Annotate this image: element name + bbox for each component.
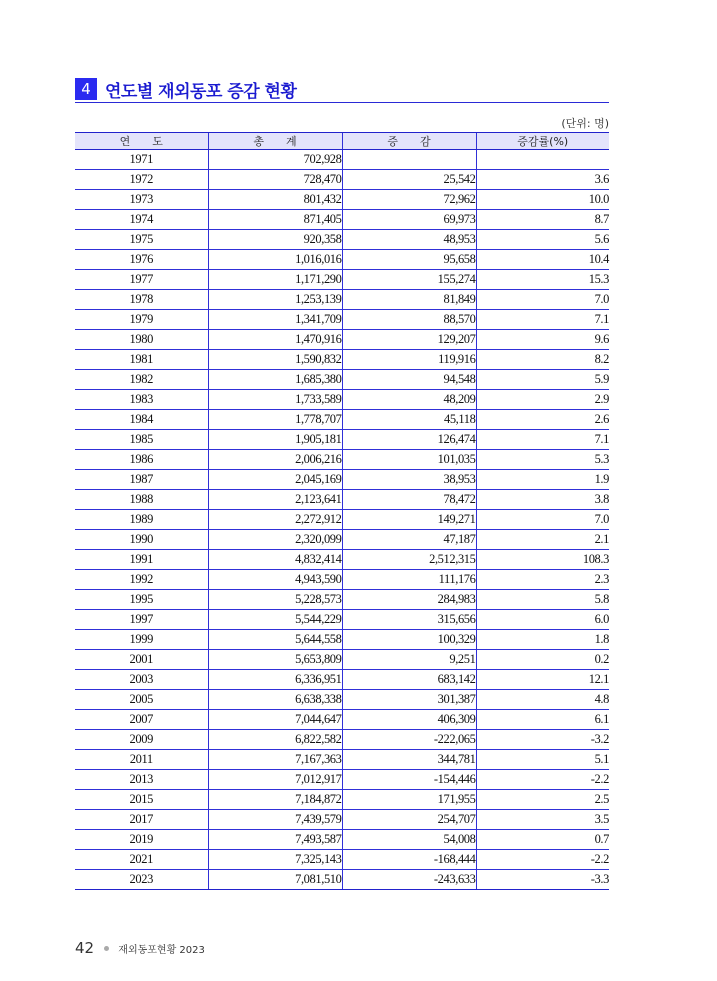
table-row xyxy=(75,230,609,250)
cell-year: 1980 xyxy=(75,330,208,350)
cell-rate: 5.8 xyxy=(476,590,609,610)
cell-year: 2019 xyxy=(75,830,208,850)
cell-change: 171,955 xyxy=(342,790,476,810)
cell-rate: 12.1 xyxy=(476,670,609,690)
cell-total: 1,253,139 xyxy=(208,290,342,310)
header-total: 총 계 xyxy=(208,133,342,150)
table-row xyxy=(75,850,609,870)
cell-rate: 5.3 xyxy=(476,450,609,470)
table-row xyxy=(75,270,609,290)
cell-total: 7,012,917 xyxy=(208,770,342,790)
cell-change: 100,329 xyxy=(342,630,476,650)
cell-rate xyxy=(476,150,609,170)
cell-rate: 6.0 xyxy=(476,610,609,630)
cell-rate: 0.7 xyxy=(476,830,609,850)
cell-total: 1,905,181 xyxy=(208,430,342,450)
table-row xyxy=(75,530,609,550)
cell-change: 155,274 xyxy=(342,270,476,290)
cell-change: 72,962 xyxy=(342,190,476,210)
cell-total: 2,320,099 xyxy=(208,530,342,550)
cell-total: 6,336,951 xyxy=(208,670,342,690)
cell-change: -222,065 xyxy=(342,730,476,750)
cell-total: 5,544,229 xyxy=(208,610,342,630)
table-row xyxy=(75,810,609,830)
cell-change: 81,849 xyxy=(342,290,476,310)
cell-rate: -2.2 xyxy=(476,770,609,790)
cell-year: 1989 xyxy=(75,510,208,530)
cell-year: 2013 xyxy=(75,770,208,790)
table-row xyxy=(75,750,609,770)
cell-change: 47,187 xyxy=(342,530,476,550)
cell-year: 2001 xyxy=(75,650,208,670)
table-row xyxy=(75,830,609,850)
cell-year: 1991 xyxy=(75,550,208,570)
cell-total: 5,653,809 xyxy=(208,650,342,670)
cell-change: 48,953 xyxy=(342,230,476,250)
cell-change: 94,548 xyxy=(342,370,476,390)
table-row xyxy=(75,390,609,410)
cell-change: -168,444 xyxy=(342,850,476,870)
page-number: 42 xyxy=(75,939,95,957)
cell-year: 1990 xyxy=(75,530,208,550)
cell-rate: 2.9 xyxy=(476,390,609,410)
cell-rate: 7.1 xyxy=(476,310,609,330)
table-row xyxy=(75,510,609,530)
cell-total: 1,171,290 xyxy=(208,270,342,290)
cell-total: 2,272,912 xyxy=(208,510,342,530)
cell-total: 1,685,380 xyxy=(208,370,342,390)
table-row xyxy=(75,590,609,610)
cell-total: 728,470 xyxy=(208,170,342,190)
cell-year: 1972 xyxy=(75,170,208,190)
cell-total: 2,045,169 xyxy=(208,470,342,490)
section-title xyxy=(75,78,609,103)
cell-change: -243,633 xyxy=(342,870,476,890)
cell-year: 1995 xyxy=(75,590,208,610)
table-row xyxy=(75,250,609,270)
population-table xyxy=(75,132,609,890)
cell-change: 9,251 xyxy=(342,650,476,670)
cell-change: 25,542 xyxy=(342,170,476,190)
cell-total: 7,325,143 xyxy=(208,850,342,870)
cell-total: 1,341,709 xyxy=(208,310,342,330)
unit-label: (단위: 명) xyxy=(561,117,609,130)
cell-change: 129,207 xyxy=(342,330,476,350)
cell-rate: 10.4 xyxy=(476,250,609,270)
cell-change: 683,142 xyxy=(342,670,476,690)
cell-year: 2003 xyxy=(75,670,208,690)
cell-change: 2,512,315 xyxy=(342,550,476,570)
cell-year: 1999 xyxy=(75,630,208,650)
cell-year: 1997 xyxy=(75,610,208,630)
cell-rate: 0.2 xyxy=(476,650,609,670)
table-row xyxy=(75,650,609,670)
cell-total: 1,470,916 xyxy=(208,330,342,350)
cell-year: 1976 xyxy=(75,250,208,270)
cell-rate: 15.3 xyxy=(476,270,609,290)
section-number-badge: 4 xyxy=(75,78,97,100)
cell-rate: 7.0 xyxy=(476,510,609,530)
cell-rate: -2.2 xyxy=(476,850,609,870)
cell-change: -154,446 xyxy=(342,770,476,790)
cell-year: 1973 xyxy=(75,190,208,210)
cell-rate: 3.5 xyxy=(476,810,609,830)
cell-total: 920,358 xyxy=(208,230,342,250)
cell-total: 7,439,579 xyxy=(208,810,342,830)
cell-rate: 2.3 xyxy=(476,570,609,590)
cell-change: 126,474 xyxy=(342,430,476,450)
cell-total: 1,733,589 xyxy=(208,390,342,410)
cell-rate: 5.6 xyxy=(476,230,609,250)
table-row xyxy=(75,210,609,230)
cell-rate: 7.1 xyxy=(476,430,609,450)
table-body xyxy=(75,150,609,890)
cell-total: 6,638,338 xyxy=(208,690,342,710)
table-row xyxy=(75,470,609,490)
cell-rate: 108.3 xyxy=(476,550,609,570)
table-row xyxy=(75,630,609,650)
cell-total: 7,044,647 xyxy=(208,710,342,730)
cell-year: 1983 xyxy=(75,390,208,410)
cell-total: 2,006,216 xyxy=(208,450,342,470)
cell-rate: 2.6 xyxy=(476,410,609,430)
cell-year: 2007 xyxy=(75,710,208,730)
cell-rate: 1.9 xyxy=(476,470,609,490)
cell-rate: 6.1 xyxy=(476,710,609,730)
header-year: 연 도 xyxy=(75,133,208,150)
cell-change xyxy=(342,150,476,170)
cell-year: 2021 xyxy=(75,850,208,870)
table-row xyxy=(75,370,609,390)
table-row xyxy=(75,690,609,710)
table-row xyxy=(75,170,609,190)
cell-change: 344,781 xyxy=(342,750,476,770)
cell-rate: 10.0 xyxy=(476,190,609,210)
cell-total: 1,016,016 xyxy=(208,250,342,270)
cell-rate: 4.8 xyxy=(476,690,609,710)
cell-year: 1984 xyxy=(75,410,208,430)
table-row xyxy=(75,570,609,590)
table-row xyxy=(75,870,609,890)
cell-rate: -3.3 xyxy=(476,870,609,890)
table-row xyxy=(75,710,609,730)
cell-year: 2009 xyxy=(75,730,208,750)
cell-total: 4,943,590 xyxy=(208,570,342,590)
cell-total: 7,081,510 xyxy=(208,870,342,890)
cell-change: 315,656 xyxy=(342,610,476,630)
cell-total: 6,822,582 xyxy=(208,730,342,750)
cell-change: 254,707 xyxy=(342,810,476,830)
header-change: 증 감 xyxy=(342,133,476,150)
cell-change: 88,570 xyxy=(342,310,476,330)
cell-rate: 7.0 xyxy=(476,290,609,310)
cell-year: 2011 xyxy=(75,750,208,770)
cell-total: 7,167,363 xyxy=(208,750,342,770)
cell-change: 95,658 xyxy=(342,250,476,270)
cell-total: 5,228,573 xyxy=(208,590,342,610)
cell-change: 38,953 xyxy=(342,470,476,490)
publication-name: 재외동포현황 2023 xyxy=(118,945,205,956)
table-row xyxy=(75,350,609,370)
page-footer xyxy=(75,938,205,957)
table-row xyxy=(75,790,609,810)
cell-total: 1,778,707 xyxy=(208,410,342,430)
cell-year: 1987 xyxy=(75,470,208,490)
cell-year: 2005 xyxy=(75,690,208,710)
cell-year: 1982 xyxy=(75,370,208,390)
cell-rate: 8.7 xyxy=(476,210,609,230)
cell-rate: 8.2 xyxy=(476,350,609,370)
table-row xyxy=(75,770,609,790)
cell-year: 1971 xyxy=(75,150,208,170)
cell-year: 1978 xyxy=(75,290,208,310)
cell-rate: 3.6 xyxy=(476,170,609,190)
table-row xyxy=(75,290,609,310)
table-row xyxy=(75,550,609,570)
cell-year: 2017 xyxy=(75,810,208,830)
table-row xyxy=(75,730,609,750)
table-row xyxy=(75,150,609,170)
cell-year: 1974 xyxy=(75,210,208,230)
section-title-text: 연도별 재외동포 증감 현황 xyxy=(105,82,297,102)
cell-change: 78,472 xyxy=(342,490,476,510)
cell-change: 406,309 xyxy=(342,710,476,730)
cell-rate: 5.9 xyxy=(476,370,609,390)
cell-rate: 5.1 xyxy=(476,750,609,770)
table-row xyxy=(75,610,609,630)
cell-year: 1992 xyxy=(75,570,208,590)
table-row xyxy=(75,410,609,430)
cell-change: 149,271 xyxy=(342,510,476,530)
cell-year: 1988 xyxy=(75,490,208,510)
table-row xyxy=(75,490,609,510)
cell-change: 119,916 xyxy=(342,350,476,370)
cell-change: 48,209 xyxy=(342,390,476,410)
cell-year: 1975 xyxy=(75,230,208,250)
cell-rate: 2.5 xyxy=(476,790,609,810)
cell-total: 801,432 xyxy=(208,190,342,210)
cell-year: 1977 xyxy=(75,270,208,290)
cell-rate: 3.8 xyxy=(476,490,609,510)
cell-rate: -3.2 xyxy=(476,730,609,750)
cell-rate: 2.1 xyxy=(476,530,609,550)
table-row xyxy=(75,310,609,330)
header-rate: 증감률(%) xyxy=(476,133,609,150)
cell-total: 4,832,414 xyxy=(208,550,342,570)
cell-total: 702,928 xyxy=(208,150,342,170)
cell-rate: 1.8 xyxy=(476,630,609,650)
table-row xyxy=(75,450,609,470)
cell-year: 1979 xyxy=(75,310,208,330)
cell-total: 1,590,832 xyxy=(208,350,342,370)
table-row xyxy=(75,190,609,210)
cell-total: 871,405 xyxy=(208,210,342,230)
cell-change: 111,176 xyxy=(342,570,476,590)
cell-rate: 9.6 xyxy=(476,330,609,350)
bullet-dot-icon xyxy=(104,946,109,951)
cell-change: 54,008 xyxy=(342,830,476,850)
cell-year: 1981 xyxy=(75,350,208,370)
cell-year: 2023 xyxy=(75,870,208,890)
cell-total: 7,493,587 xyxy=(208,830,342,850)
table-row xyxy=(75,670,609,690)
cell-change: 45,118 xyxy=(342,410,476,430)
table-row xyxy=(75,430,609,450)
cell-year: 1986 xyxy=(75,450,208,470)
cell-total: 5,644,558 xyxy=(208,630,342,650)
cell-change: 69,973 xyxy=(342,210,476,230)
table-row xyxy=(75,330,609,350)
cell-change: 284,983 xyxy=(342,590,476,610)
cell-change: 101,035 xyxy=(342,450,476,470)
cell-total: 7,184,872 xyxy=(208,790,342,810)
cell-change: 301,387 xyxy=(342,690,476,710)
table-header-row xyxy=(75,133,609,150)
cell-year: 2015 xyxy=(75,790,208,810)
cell-total: 2,123,641 xyxy=(208,490,342,510)
cell-year: 1985 xyxy=(75,430,208,450)
